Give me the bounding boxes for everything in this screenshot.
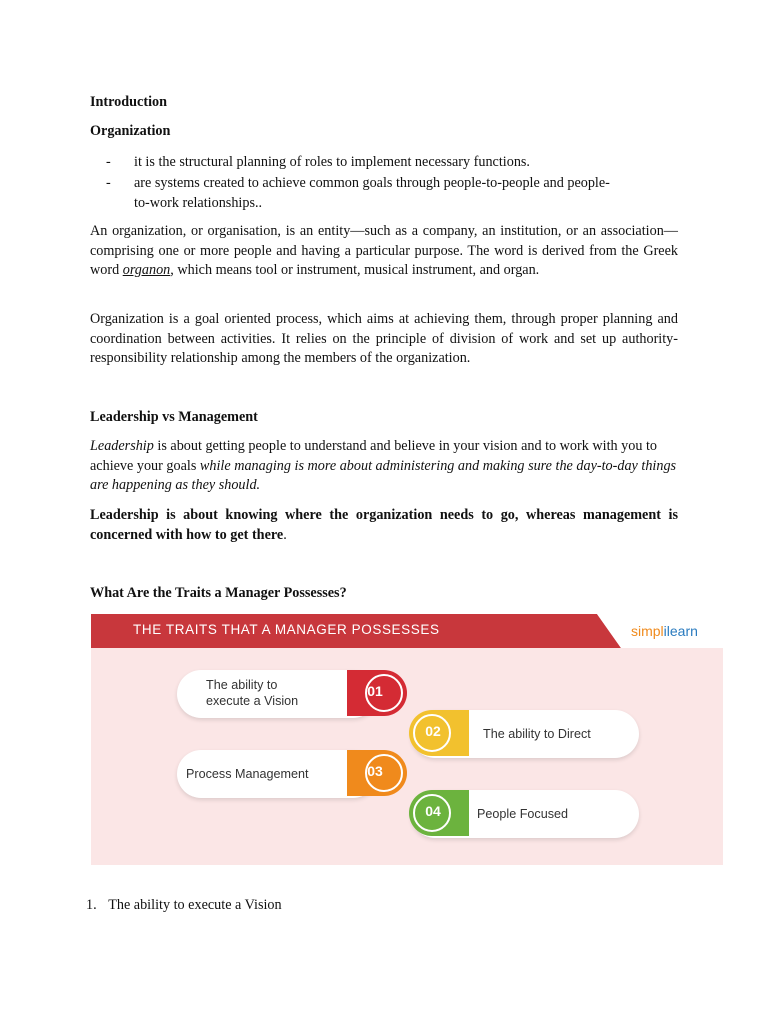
leadership-heading: Leadership vs Management: [90, 409, 258, 425]
leadership-paragraph: [90, 437, 678, 496]
trait-label-line: The ability to: [206, 678, 278, 692]
logo-part-a: simpl: [631, 623, 664, 639]
trait-badge: [337, 668, 409, 718]
paragraph-text: , which means tool or instrument, musical instrument, and organ.: [170, 262, 540, 278]
logo-part-b: ilearn: [663, 623, 698, 639]
paragraph-text: An organization, or organisation, is an entity—such as a company, an institution, or an association—comprising one or more people and having a particular purpose. The word is derived from the Greek word: [90, 223, 678, 278]
simplilearn-logo: [631, 623, 698, 639]
trait-number: 01: [367, 683, 383, 699]
bullet-dash: -: [106, 154, 111, 170]
trait-label: Process Management: [186, 767, 309, 781]
organization-heading: Organization: [90, 123, 171, 139]
trait-number: 03: [367, 763, 383, 779]
bullet-text: are systems created to achieve common goals through people-to-people and people-: [134, 175, 610, 191]
trait-badge: [407, 708, 479, 758]
paragraph-text: is about getting people to understand and believe in your vision and to work with you to achieve your goals: [90, 438, 658, 474]
leadership-summary: [90, 506, 678, 545]
bullet-dash: -: [106, 175, 111, 191]
introduction-heading: Introduction: [90, 94, 167, 110]
paragraph-italic: while managing is more about administering and making sure the day-to-day things are happening as they should.: [90, 457, 677, 493]
trait-number: 04: [425, 803, 441, 819]
organization-paragraph-2: Organization is a goal oriented process, which aims at achieving them, through proper planning and coordination between activities. It relies on the principle of division of work and set up authority-responsibility relationship among the members of the organization.: [90, 311, 678, 366]
list-text: The ability to execute a Vision: [108, 897, 282, 913]
bullet-item: [106, 173, 654, 213]
organon-term: organon: [122, 262, 171, 278]
trait-label: [206, 677, 298, 709]
trait-badge: [337, 748, 409, 798]
banner-title: THE TRAITS THAT A MANAGER POSSESSES: [133, 622, 440, 637]
leadership-term: Leadership: [90, 438, 154, 454]
bullet-item: [106, 152, 654, 172]
trait-label: People Focused: [477, 807, 569, 821]
summary-bold: Leadership is about knowing where the organization needs to go, whereas management is concerned with how to get there: [90, 507, 678, 543]
summary-end: .: [283, 526, 287, 543]
trait-label-line: execute a Vision: [206, 694, 299, 708]
organization-paragraph: [90, 222, 678, 281]
traits-infographic: [91, 614, 723, 865]
bullet-text: it is the structural planning of roles to implement necessary functions.: [134, 154, 530, 170]
bullet-text-cont: to-work relationships..: [134, 195, 263, 211]
trait-badge: [407, 788, 479, 838]
list-marker: 1.: [86, 897, 97, 913]
numbered-list-item: [86, 897, 282, 914]
trait-number: 02: [425, 723, 441, 739]
trait-label: The ability to Direct: [483, 727, 591, 741]
traits-heading: What Are the Traits a Manager Possesses?: [90, 585, 347, 601]
